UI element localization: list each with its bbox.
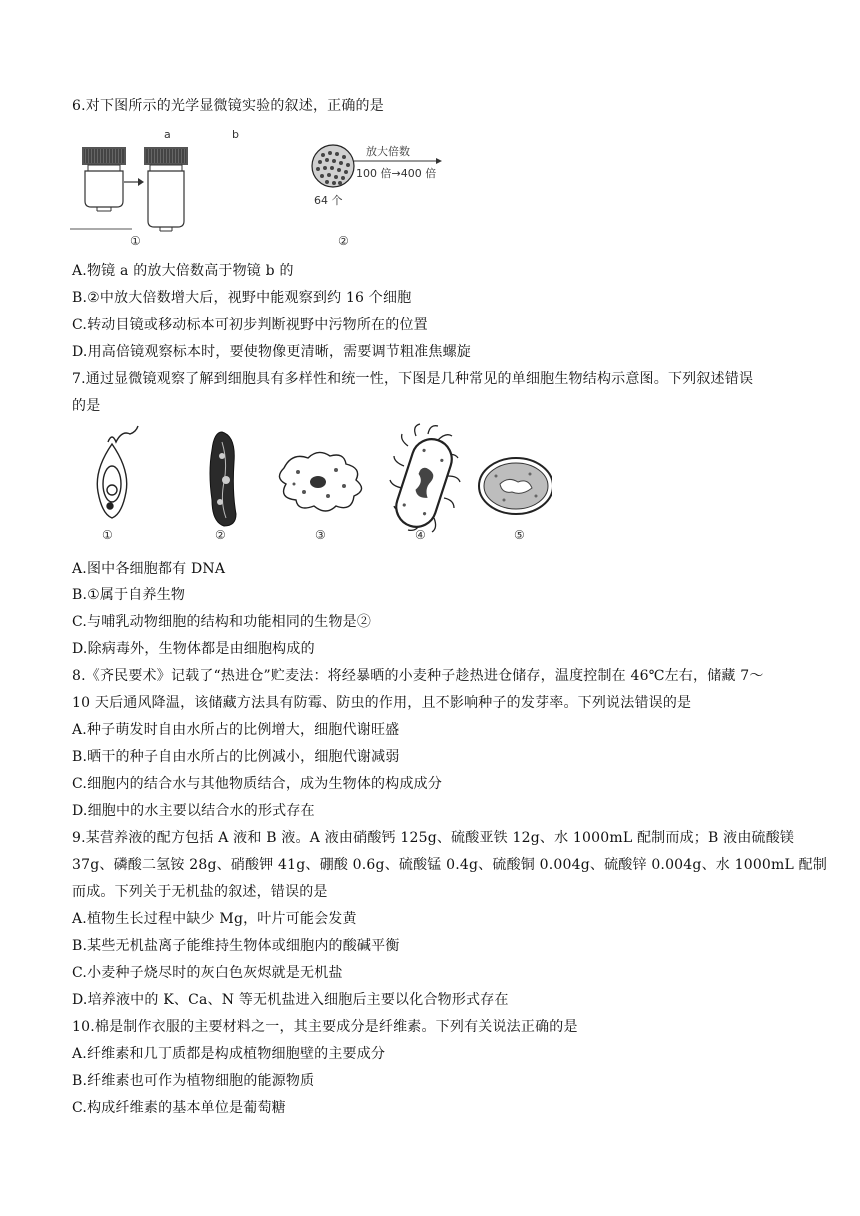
q6-figure: [68, 127, 453, 249]
q7-stem-line-1: 7.通过显微镜观察了解到细胞具有多样性和统一性，下图是几种常见的单细胞生物结构示意图。下列叙述错误: [72, 371, 754, 387]
organism-1-icon: [97, 426, 138, 518]
organism-5-label: ⑤: [514, 528, 525, 542]
q7-option-c: C.与哺乳动物细胞的结构和功能相同的生物是②: [72, 614, 372, 630]
organism-3-icon: [279, 452, 361, 511]
q10-stem: 10.棉是制作衣服的主要材料之一，其主要成分是纤维素。下列有关说法正确的是: [72, 1019, 578, 1035]
q7-stem-line-2: 的是: [72, 398, 101, 414]
q7-option-b: B.①属于自养生物: [72, 587, 186, 603]
organism-4-label: ④: [415, 528, 426, 542]
q9-option-c: C.小麦种子烧尽时的灰白色灰烬就是无机盐: [72, 965, 343, 981]
q8-option-b: B.晒干的种子自由水所占的比例减小，细胞代谢减弱: [72, 749, 400, 765]
field-of-view-icon: [312, 145, 354, 187]
organism-2-icon: [210, 432, 236, 526]
q6-option-a: A.物镜 a 的放大倍数高于物镜 b 的: [72, 263, 294, 279]
q10-option-c: C.构成纤维素的基本单位是葡萄糖: [72, 1100, 286, 1116]
q9-stem-line-3: 而成。下列关于无机盐的叙述，错误的是: [72, 884, 328, 900]
q8-stem-line-2: 10 天后通风降温，该储藏方法具有防霉、防虫的作用，且不影响种子的发芽率。下列说法错误的是: [72, 695, 692, 711]
objective-b-label: b: [232, 128, 239, 141]
q9-option-b: B.某些无机盐离子能维持生物体或细胞内的酸碱平衡: [72, 938, 400, 954]
q9-option-d: D.培养液中的 K、Ca、N 等无机盐进入细胞后主要以化合物形式存在: [72, 992, 509, 1008]
objective-b-icon: [144, 147, 188, 231]
q10-option-a: A.纤维素和几丁质都是构成植物细胞壁的主要成分: [72, 1046, 386, 1062]
magnification-label: 放大倍数: [366, 145, 410, 158]
objective-a-label: a: [164, 128, 171, 141]
q6-option-b: B.②中放大倍数增大后，视野中能观察到约 16 个细胞: [72, 290, 412, 306]
q8-option-a: A.种子萌发时自由水所占的比例增大，细胞代谢旺盛: [72, 722, 400, 738]
q6-option-d: D.用高倍镜观察标本时，要使物像更清晰，需要调节粗准焦螺旋: [72, 344, 471, 360]
q8-option-c: C.细胞内的结合水与其他物质结合，成为生物体的构成成分: [72, 776, 443, 792]
panel-1-label: ①: [130, 234, 141, 248]
magnification-change-label: 100 倍→400 倍: [356, 167, 437, 180]
cell-count-label: 64 个: [314, 194, 343, 207]
q9-option-a: A.植物生长过程中缺少 Mg，叶片可能会发黄: [72, 911, 357, 927]
organism-5-icon: [479, 458, 552, 514]
q6-stem: 6.对下图所示的光学显微镜实验的叙述，正确的是: [72, 98, 384, 114]
q8-option-d: D.细胞中的水主要以结合水的形式存在: [72, 803, 315, 819]
q8-stem-line-1: 8.《齐民要术》记载了“热进仓”贮麦法：将经暴晒的小麦种子趁热进仓储存，温度控制在 46℃左右，储藏 7～: [72, 668, 764, 684]
q10-option-b: B.纤维素也可作为植物细胞的能源物质: [72, 1073, 315, 1089]
q9-stem-line-1: 9.某营养液的配方包括 A 液和 B 液。A 液由硝酸钙 125g、硫酸亚铁 12g、水 1000mL 配制而成；B 液由硫酸镁: [72, 830, 795, 846]
objective-a-icon: [82, 147, 126, 211]
q9-stem-line-2: 37g、磷酸二氢铵 28g、硝酸钾 41g、硼酸 0.6g、硫酸锰 0.4g、硫酸铜 0.004g、硫酸锌 0.004g、水 1000mL 配制: [72, 857, 828, 873]
organism-3-label: ③: [315, 528, 326, 542]
q7-option-a: A.图中各细胞都有 DNA: [72, 561, 226, 577]
organism-1-label: ①: [102, 528, 113, 542]
panel-2-label: ②: [338, 234, 349, 248]
q7-option-d: D.除病毒外，生物体都是由细胞构成的: [72, 641, 315, 657]
q6-option-c: C.转动目镜或移动标本可初步判断视野中污物所在的位置: [72, 317, 428, 333]
q7-figure: [72, 422, 552, 550]
organism-4-icon: [390, 424, 460, 532]
organism-2-label: ②: [215, 528, 226, 542]
